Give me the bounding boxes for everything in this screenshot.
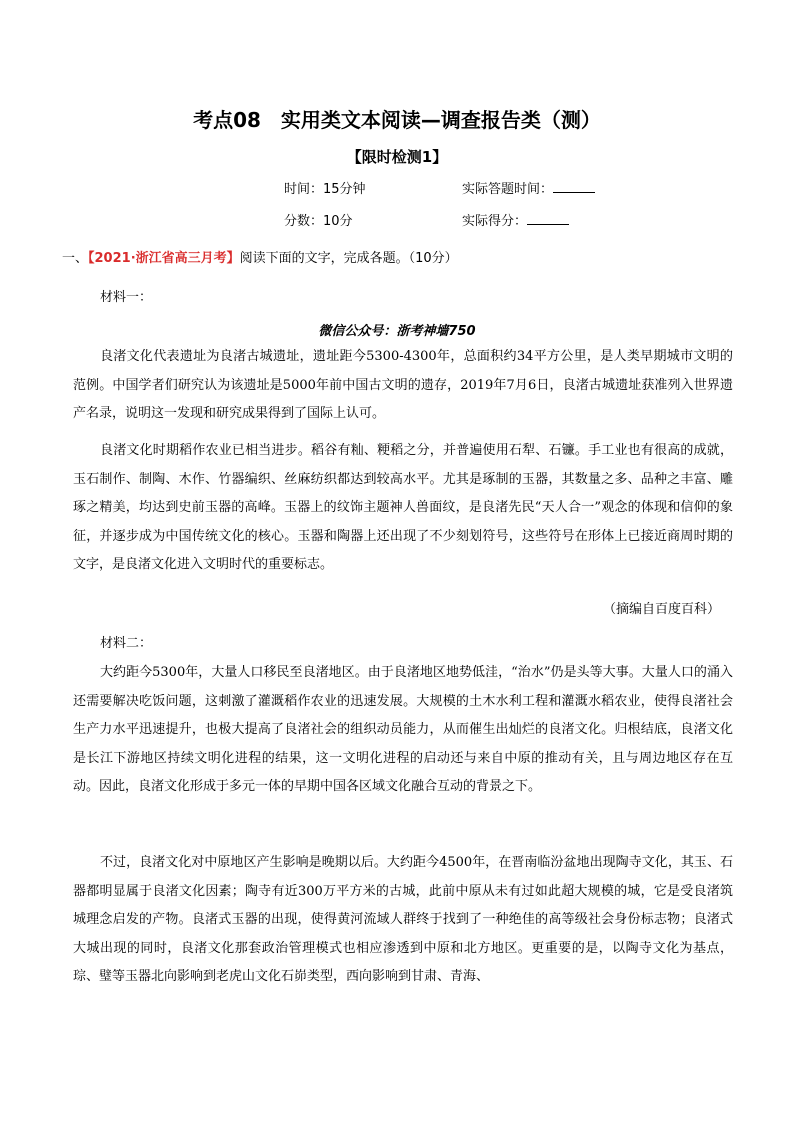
actual-time-label: 实际答题时间： (462, 182, 554, 197)
actual-score-field (462, 210, 569, 229)
question-source-tag: 【2021·浙江省高三月考】 (88, 251, 240, 266)
time-limit: 时间：15分钟 (284, 182, 366, 197)
material-two-paragraph: 大约距今5300年，大量人口移民至良渚地区。由于良渚地区地势低洼，“治水”仍是头等大事。大量人口的涌入还需要解决吃饭问题，这刺激了灌溉稻作农业的迅速发展。大规模的土木水利工程和灌溉水稻农业，使得良渚社会生产力水平迅速提升，也极大提高了良渚社会的组织动员能力，从而催生出灿烂的良渚文化。归根结底，良渚文化是长江下游地区持续文明化进程的结果，这一文明化进程的启动还与来自中原的推动有关，且与周边地区存在互动。因此，良渚文化形成于多元一体的早期中国各区域文化融合互动的背景之下。 (73, 665, 733, 794)
wechat-watermark: 微信公众号：浙考神墙750 (318, 324, 476, 339)
actual-score-blank (527, 212, 569, 225)
score-total: 分数：10分 (284, 214, 353, 229)
material-two-paragraph: 不过，良渚文化对中原地区产生影响是晚期以后。大约距今4500年，在晋南临汾盆地出现陶寺文化，其玉、石器都明显属于良渚文化因素；陶寺有近300万平方米的古城，此前中原从未有过如此超大规模的城，它是受良渚筑城理念启发的产物。良渚式玉器的出现，使得黄河流域人群终于找到了一种绝佳的高等级社会身份标志物；良渚式大城出现的同时，良渚文化那套政治管理模式也相应渗透到中原和北方地区。更重要的是，以陶寺文化为基点，琮、璧等玉器北向影响到老虎山文化石峁类型，西向影响到甘肃、青海、 (73, 855, 733, 984)
material-one-paragraph: 良渚文化时期稻作农业已相当进步。稻谷有籼、粳稻之分，并普遍使用石犁、石镰。手工业也有很高的成就，玉石制作、制陶、木作、竹器编织、丝麻纺织都达到较高水平。尤其是琢制的玉器，其数量之多、品种之丰富、雕琢之精美，均达到史前玉器的高峰。玉器上的纹饰主题神人兽面纹，是良渚先民“天人合一”观念的体现和信仰的象征，并逐步成为中国传统文化的核心。玉器和陶器上还出现了不少刻划符号，这些符号在形体上已接近商周时期的文字，是良渚文化进入文明时代的重要标志。 (73, 443, 733, 572)
page-subtitle: 【限时检测1】 (346, 148, 448, 166)
material-one-label: 材料一： (100, 290, 153, 305)
source-citation: （摘编自百度百科） (602, 602, 720, 617)
question-header (62, 247, 458, 266)
actual-time-field (462, 178, 595, 197)
material-one-paragraph: 良渚文化代表遗址为良渚古城遗址，遗址距今5300-4300年，总面积约34平方公里，是人类早期城市文明的范例。中国学者们研究认为该遗址是5000年前中国古文明的遗存，2019年7月6日，良渚古城遗址获准列入世界遗产名录，说明这一发现和研究成果得到了国际上认可。 (73, 349, 733, 421)
actual-time-blank (553, 180, 595, 193)
question-prompt: 阅读下面的文字，完成各题。（10分） (239, 251, 458, 266)
actual-score-label: 实际得分： (462, 214, 528, 229)
question-number: 一、 (62, 251, 89, 266)
page-title: 考点08 实用类文本阅读—调查报告类（测） (193, 108, 601, 132)
material-two-label: 材料二： (100, 636, 153, 651)
